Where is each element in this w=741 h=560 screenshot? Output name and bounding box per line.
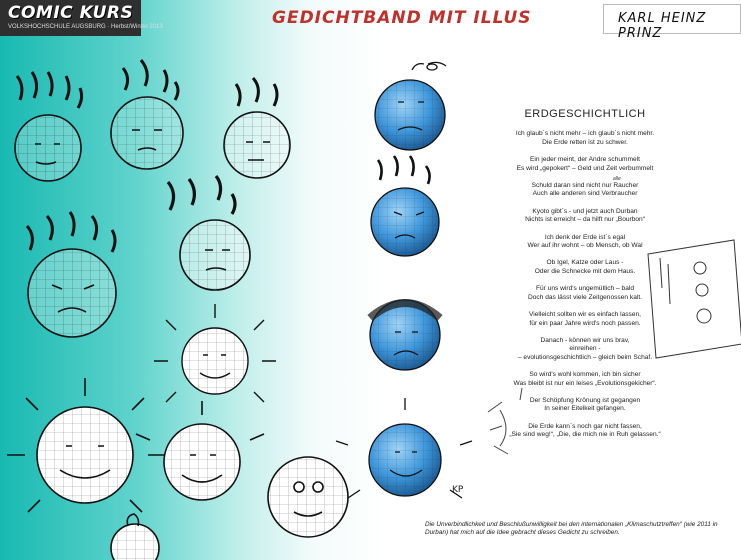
poem-line: Oder die Schnecke mit dem Haus. (534, 267, 636, 275)
globe-sketch-3 (224, 78, 290, 178)
poem-line: „Sie sind weg!“, „Die, die mich nie in Ruh gelassen.“ (509, 431, 661, 439)
poem-stanza (470, 423, 700, 440)
poem-line: Die Erde retten ist zu schwer. (542, 138, 628, 146)
poem-line: einreihen - (569, 345, 601, 353)
globe-sketch-7-sun (7, 378, 164, 512)
poem-line: Danach - können wir uns brav, (540, 336, 630, 344)
brand-title: COMIC KURS (8, 3, 134, 23)
poem-line: Doch das lässt viele Zeitgenossen kalt. (528, 293, 642, 301)
poem-line: So wird's wohl kommen, ich bin sicher (529, 371, 641, 379)
blue-globe-4 (336, 398, 472, 498)
poem-stanza (470, 285, 700, 302)
poem-stanza (470, 397, 700, 414)
globe-sketch-8-sun (136, 401, 264, 500)
blue-globe-2 (371, 156, 439, 256)
globe-sketch-5 (168, 176, 250, 290)
poem-line: Nichts ist erreicht – da hilft nur „Bourbon“ (525, 216, 645, 224)
poem-stanzas (470, 130, 700, 439)
globe-sketch-4 (27, 212, 116, 337)
author-name: KARL HEINZ PRINZ (618, 11, 707, 41)
poem-line: Was bleibt ist nur ein leises „Evolutionsgekicher“. (513, 379, 657, 387)
poem-stanza (470, 208, 700, 225)
poem-annotation: alle (613, 176, 621, 183)
globe-sketch-9 (268, 457, 348, 537)
globe-sketch-2 (111, 60, 183, 169)
poem-stanza (470, 371, 700, 388)
poem-stanza (470, 176, 700, 199)
poem-line: – evolutionsgeschichtlich – gleich beim Schaf. (517, 353, 653, 361)
blue-globe-3 (370, 300, 440, 370)
poem-title: ERDGESCHICHTLICH (524, 108, 646, 120)
poem-stanza (470, 156, 700, 173)
brand-subtitle: VOLKSHOCHSCHULE AUGSBURG · Herbst/Winter 2013 (8, 24, 163, 30)
poem-line: Wer auf ihr wohnt – ob Mensch, ob Wal (527, 242, 643, 250)
poem-line: Es wird „gepokert“ – Geld und Zeit verbummelt (516, 164, 654, 172)
book-title: GEDICHTBAND MIT ILLUS (272, 8, 532, 28)
signature: KP (452, 485, 464, 495)
poem-line: für ein paar Jahre wird's noch passen. (529, 319, 641, 327)
poem (470, 110, 700, 449)
poem-line: Ob Igel, Katze oder Laus - (546, 259, 624, 267)
poem-stanza (470, 311, 700, 328)
globe-sketch-1 (15, 72, 82, 181)
poem-line: Vielleicht sollten wir es einfach lassen, (528, 311, 642, 319)
poem-line: In seiner Eitelkeit gefangen. (544, 405, 626, 413)
poem-stanza (470, 259, 700, 276)
globe-sketch-6-sun (154, 304, 276, 402)
poem-stanza (470, 130, 700, 147)
poem-stanza (470, 234, 700, 251)
poem-line: Auch alle anderen sind Verbraucher (532, 190, 638, 198)
poem-line: Ich glaub´s nicht mehr – ich glaub´s nicht mehr. (515, 130, 655, 138)
poem-line: Für uns wird's ungemütlich – bald (535, 285, 634, 293)
poem-line: Kyoto gibt´s - und jetzt auch Durban (532, 207, 638, 215)
poem-stanza (470, 337, 700, 362)
blue-globe-1 (375, 62, 446, 150)
poem-line: Der Schöpfung Krönung ist gegangen (529, 396, 641, 404)
poem-line: Die Erde kann´s noch gar nicht fassen, (528, 422, 642, 430)
poem-line: Ein jeder meint, der Andre schummelt (530, 156, 640, 164)
poem-line: Schuld daran sind nicht nur Raucher (531, 182, 639, 190)
poem-line: Ich denk der Erde ist´s egal (544, 233, 626, 241)
caption: Die Unverbindlichkeit und Beschlußunwilligkeit bei den internationalen „Klimaschutztreffen“ (wie 2011 in Durban) hat mich auf die Idee gebracht dieses Gedicht zu schreiben. (425, 521, 718, 536)
globe-sketch-10 (111, 514, 159, 560)
